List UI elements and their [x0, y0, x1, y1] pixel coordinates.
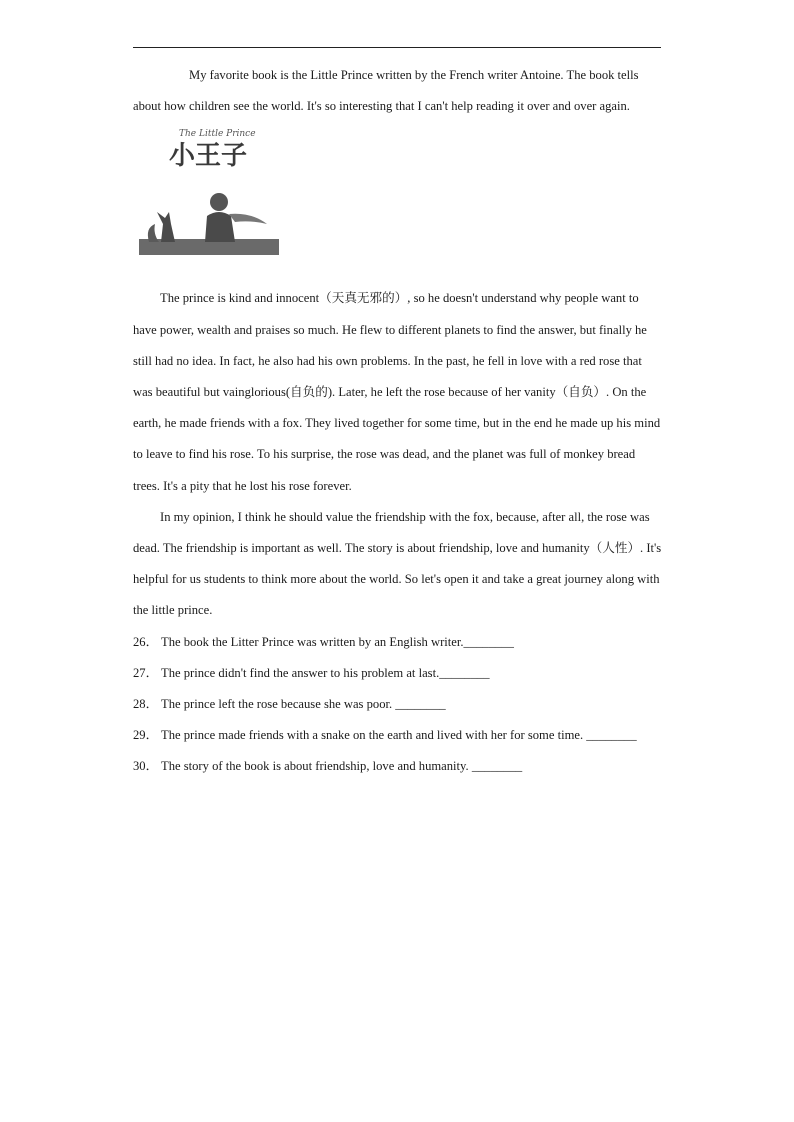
- question-text: The book the Litter Prince was written by an English writer.________: [161, 634, 514, 649]
- question-text: The story of the book is about friendship, love and humanity. ________: [161, 759, 523, 774]
- cover-title-en: The Little Prince: [179, 129, 256, 140]
- question-text: The prince made friends with a snake on the earth and lived with her for some time. ________: [161, 728, 637, 743]
- paragraph-3: In my opinion, I think he should value the friendship with the fox, because, after all, the rose was dead. The friendship is important as well. The story is about friendship, love and humanity（人性）. It's helpful for us students to think more about the world. So let's open it and take a great journey along with the little prince.: [133, 509, 662, 618]
- paragraph-1: My favorite book is the Little Prince written by the French writer Antoine. The book tells about how children see the world. It's so interesting that I can't help reading it over and over again.: [133, 68, 639, 114]
- question-29: [133, 720, 663, 751]
- book-cover-image: [133, 122, 663, 283]
- question-text: The prince didn't find the answer to his problem at last.________: [161, 665, 490, 680]
- question-28: [133, 689, 663, 720]
- little-prince-illustration: [139, 124, 281, 256]
- question-number: 28．: [133, 697, 159, 712]
- paragraph-2: The prince is kind and innocent（天真无邪的）, so he doesn't understand why people want to have power, wealth and praises so much. He flew to different planets to find the answer, but finally he still had no idea. In fact, he also had his own problems. In the past, he fell in love with a red rose that was beautiful but vainglorious(自负的). Later, he left the rose because of her vanity（自负）. On the earth, he made friends with a fox. They lived together for some time, but in the end he made up his mind to leave to find his rose. To his surprise, the rose was dead, and the planet was full of monkey bread trees. It's a pity that he lost his rose forever.: [133, 291, 661, 493]
- question-text: The prince left the rose because she was poor. ________: [161, 697, 446, 712]
- question-27: [133, 658, 663, 689]
- question-26: [133, 627, 663, 658]
- document-body: [133, 60, 663, 783]
- header-rule: [133, 47, 661, 48]
- question-number: 27．: [133, 665, 159, 680]
- cover-title-cn: 小王子: [169, 141, 248, 172]
- question-number: 30．: [133, 759, 159, 774]
- question-number: 29．: [133, 728, 159, 743]
- question-number: 26．: [133, 634, 159, 649]
- question-30: [133, 751, 663, 782]
